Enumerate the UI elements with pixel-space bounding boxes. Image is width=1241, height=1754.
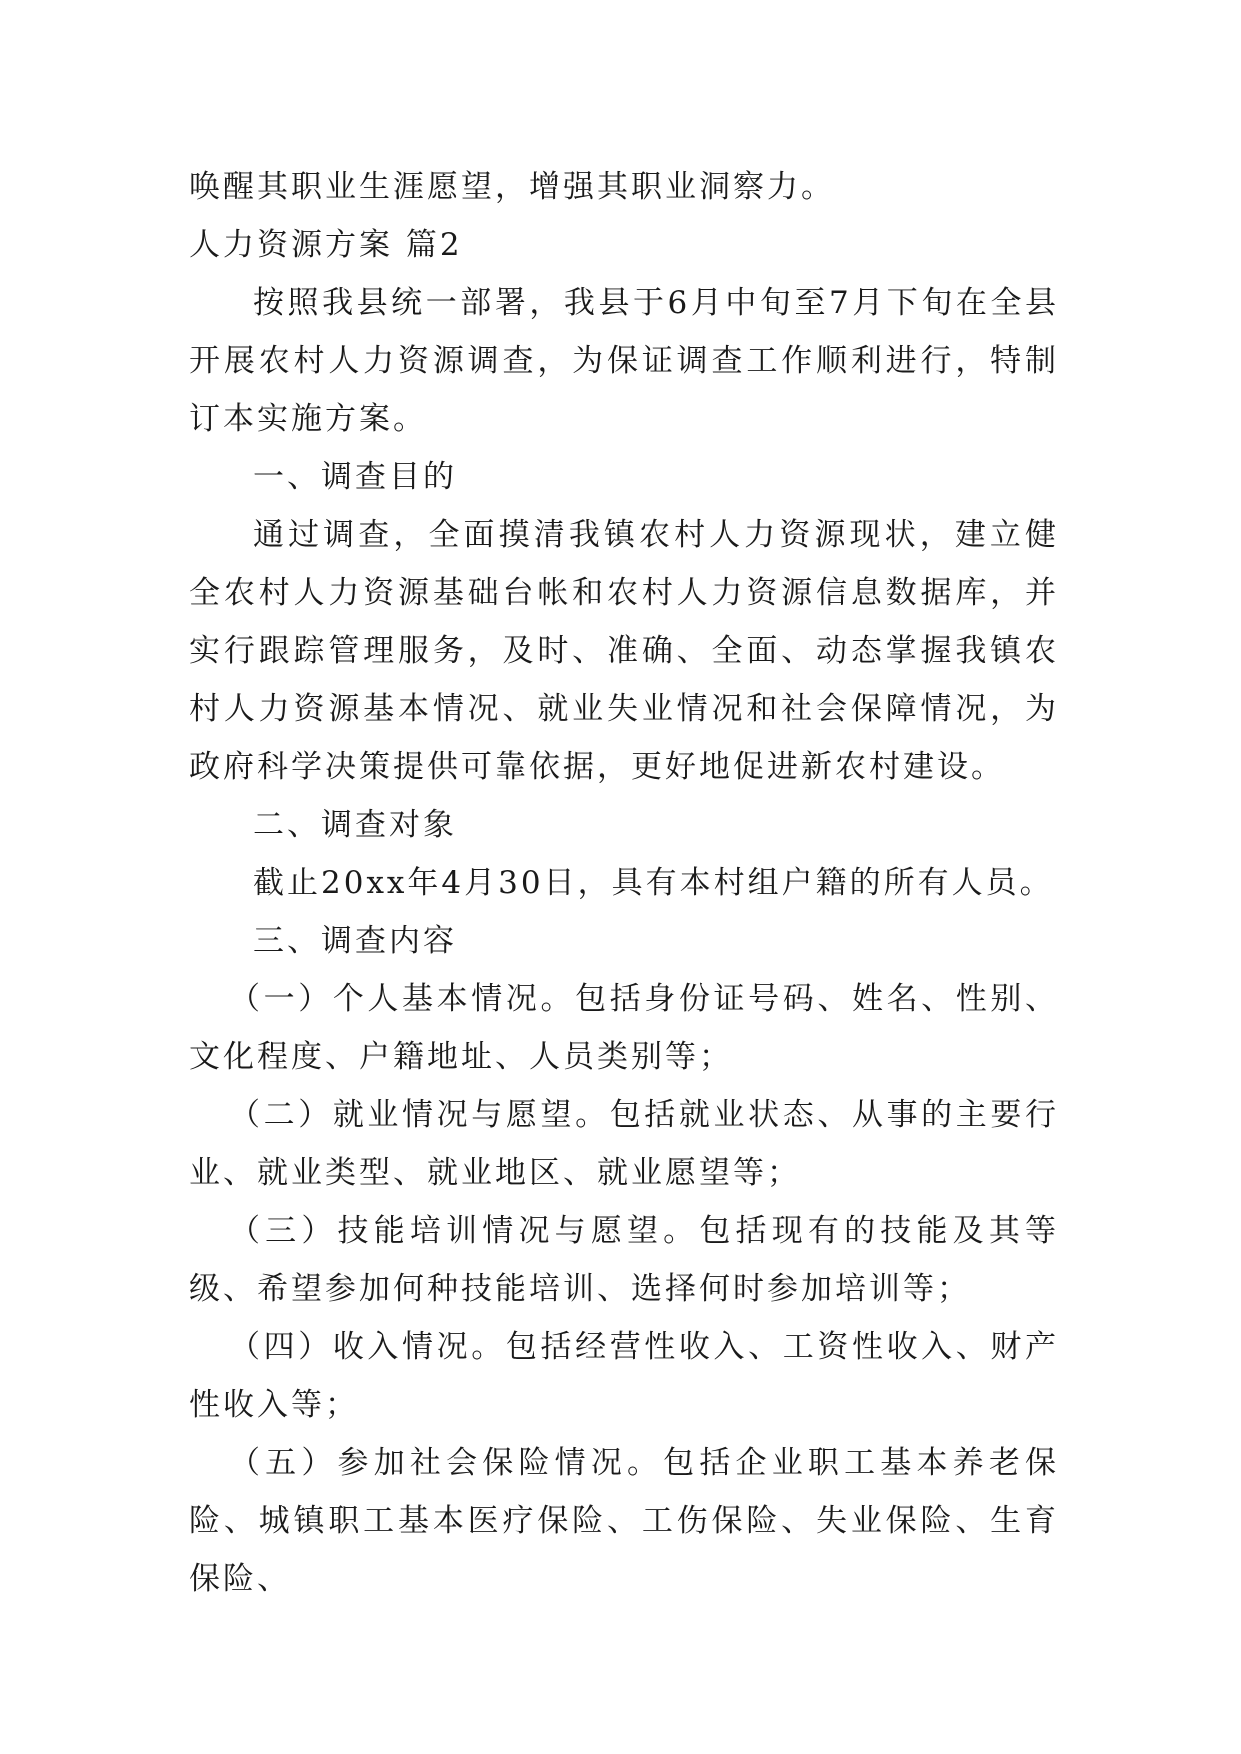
document-body [189, 158, 1059, 1608]
list-item-social-insurance: （五）参加社会保险情况。包括企业职工基本养老保险、城镇职工基本医疗保险、工伤保险、失业保险、生育保险、 [189, 1445, 1059, 1597]
paragraph-intro: 按照我县统一部署，我县于6月中旬至7月下旬在全县开展农村人力资源调查，为保证调查工作顺利进行，特制订本实施方案。 [189, 285, 1059, 437]
paragraph-survey-purpose: 通过调查，全面摸清我镇农村人力资源现状，建立健全农村人力资源基础台帐和农村人力资源信息数据库，并实行跟踪管理服务，及时、准确、全面、动态掌握我镇农村人力资源基本情况、就业失业情况和社会保障情况，为政府科学决策提供可靠依据，更好地促进新农村建设。 [189, 517, 1059, 785]
heading-survey-purpose: 一、调查目的 [253, 459, 457, 495]
section-heading-plan-2: 人力资源方案 篇2 [189, 227, 463, 263]
heading-survey-target: 二、调查对象 [253, 807, 457, 843]
list-item-basic-info: （一）个人基本情况。包括身份证号码、姓名、性别、文化程度、户籍地址、人员类别等； [189, 981, 1059, 1075]
list-item-income: （四）收入情况。包括经营性收入、工资性收入、财产性收入等； [189, 1329, 1059, 1423]
list-item-employment: （二）就业情况与愿望。包括就业状态、从事的主要行业、就业类型、就业地区、就业愿望等； [189, 1097, 1059, 1191]
paragraph-survey-target: 截止20xx年4月30日，具有本村组户籍的所有人员。 [253, 865, 1054, 901]
heading-survey-content: 三、调查内容 [253, 923, 457, 959]
list-item-skills-training: （三）技能培训情况与愿望。包括现有的技能及其等级、希望参加何种技能培训、选择何时参加培训等； [189, 1213, 1059, 1307]
paragraph-continuation: 唤醒其职业生涯愿望，增强其职业洞察力。 [189, 169, 835, 205]
